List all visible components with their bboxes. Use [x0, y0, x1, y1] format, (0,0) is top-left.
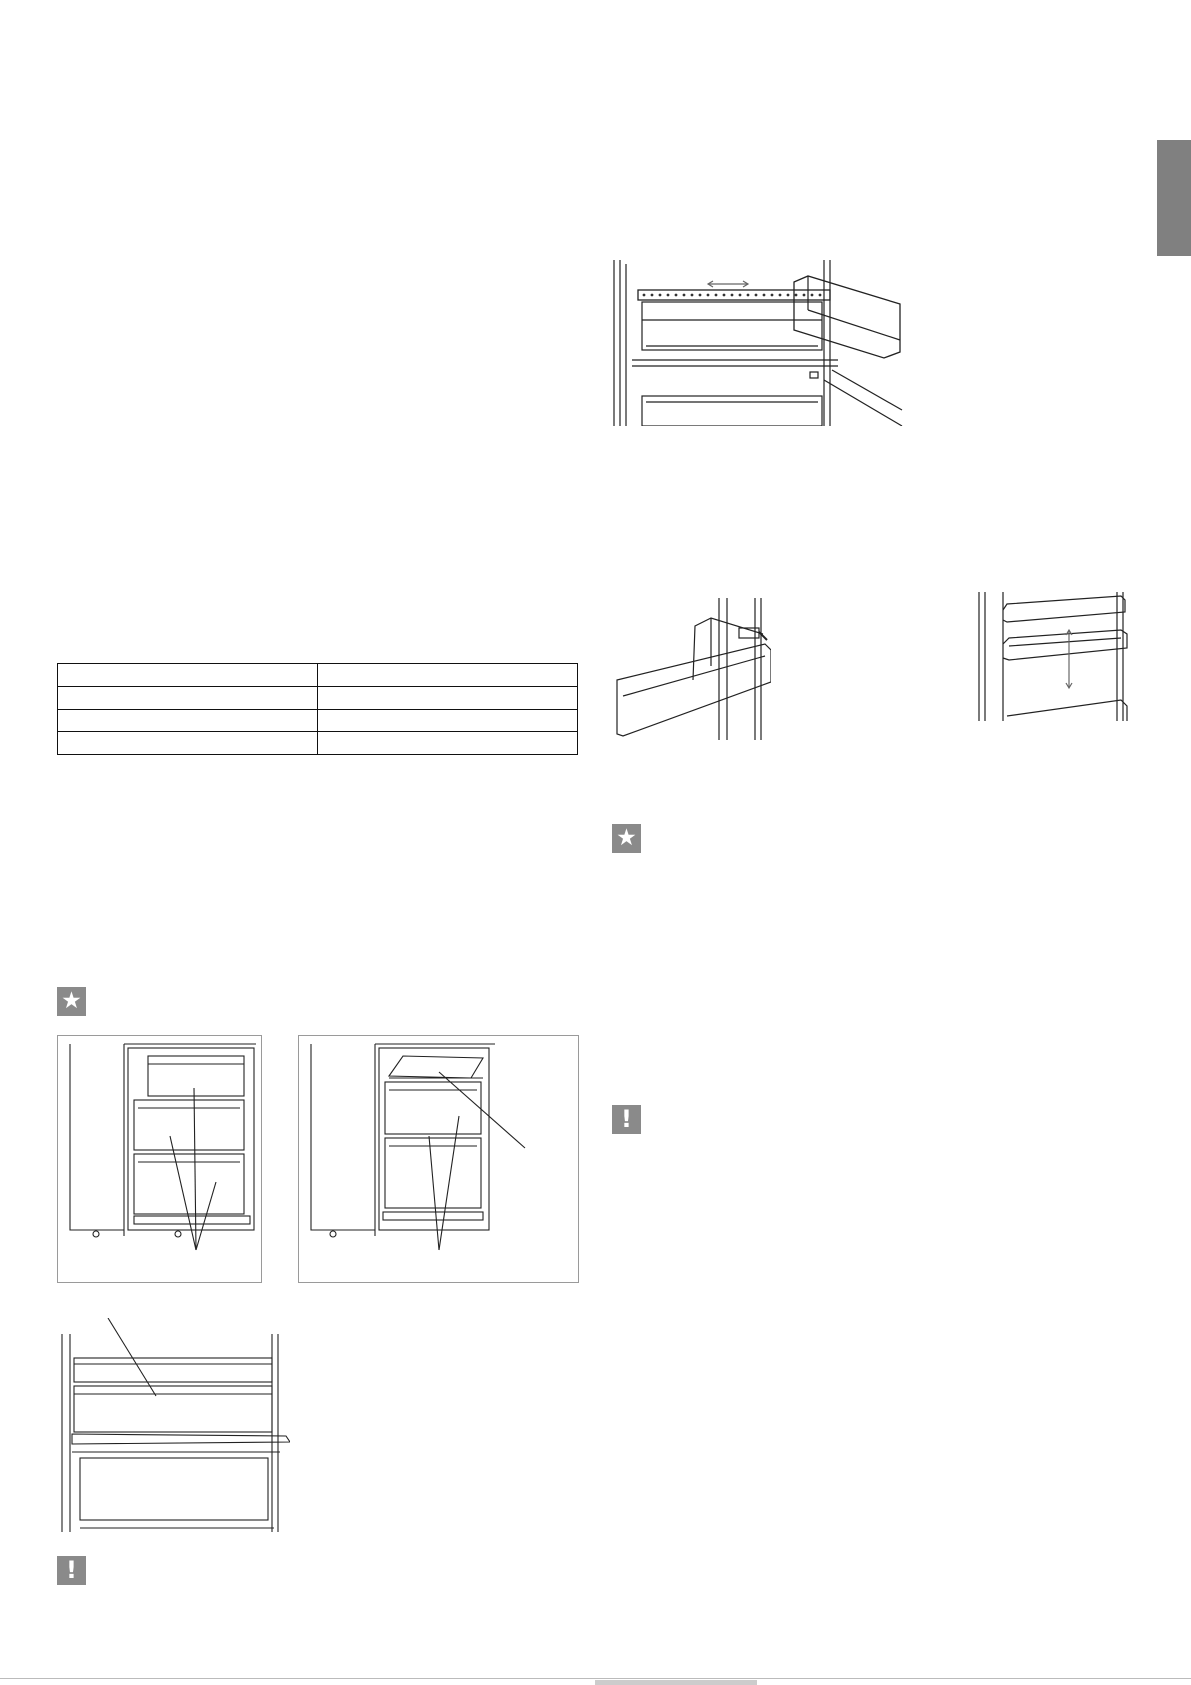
table-row	[58, 732, 578, 755]
language-tab	[1157, 140, 1191, 256]
table-cell	[318, 686, 578, 709]
footer-rule	[0, 1678, 1191, 1679]
warning-exclamation-icon: !	[612, 1105, 641, 1134]
note-star-icon: ★	[57, 987, 86, 1016]
figure-freezer-compartment	[60, 1318, 290, 1532]
table-row	[58, 709, 578, 732]
warning-exclamation-icon: !	[57, 1556, 86, 1585]
table-row	[58, 686, 578, 709]
table-row	[58, 664, 578, 687]
table-cell	[58, 709, 318, 732]
table-cell	[58, 686, 318, 709]
figure-freezer-drawers	[57, 1035, 262, 1283]
footer-mark	[595, 1680, 757, 1685]
table-cell	[318, 732, 578, 755]
table-cell	[58, 664, 318, 687]
table-cell	[58, 732, 318, 755]
spec-table	[57, 663, 578, 755]
figure-freezer-flap	[298, 1035, 579, 1283]
figure-sliding-shelf	[612, 260, 904, 426]
table-cell	[318, 664, 578, 687]
figure-door-bin-mount	[615, 598, 771, 740]
table-cell	[318, 709, 578, 732]
figure-door-shelf-adjust	[977, 592, 1133, 721]
note-star-icon: ★	[612, 824, 641, 853]
